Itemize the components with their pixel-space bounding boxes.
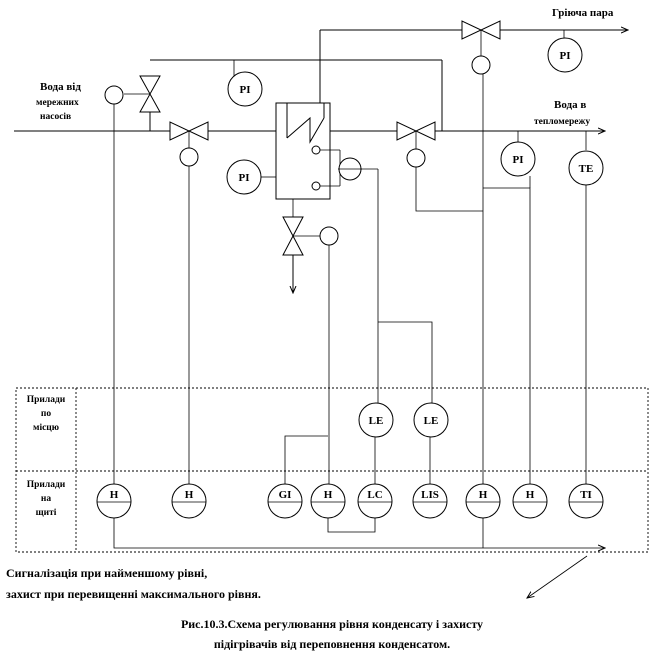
board-row-line3: щиті [35,508,57,518]
level-tap-lower [312,182,320,190]
board-instrument-label: LC [367,489,383,501]
notes [6,566,261,601]
board-instrument-h-2 [172,484,206,518]
steam-actuator [472,56,490,74]
bypass-valve [124,76,160,112]
heating-steam-label: Гріюча пара [552,7,614,19]
board-instrument-label: H [525,489,535,501]
le-instruments [359,403,448,437]
caption-line2: підігрівачів від переповнення конденсатом. [213,637,451,651]
board-frames [16,388,648,552]
board-row-line1: Прилади [26,480,66,490]
board-instrument-label: H [184,489,194,501]
board-instrument-lis-6 [413,484,447,518]
pi-right-label: PI [512,154,524,166]
level-sensor-element [338,158,362,180]
board-instrument-gi-3 [268,484,302,518]
board-instrument-label: H [109,489,119,501]
figure-caption [181,617,483,651]
board-instrument-h-8 [513,484,547,518]
te-label: TE [578,163,594,175]
local-row-line2: по [40,409,52,419]
pi-mid-left-label: PI [238,172,250,184]
pi-top-right-label: PI [559,50,571,62]
drain-valve [283,217,320,293]
le2-label: LE [423,415,439,427]
water-from-line3: насосів [40,112,72,122]
outlet-actuator [407,149,425,167]
water-to-line1: Вода в [554,99,587,111]
le1-label: LE [368,415,384,427]
board-outer-frame [16,388,648,552]
pi-top-left-label: PI [239,84,251,96]
local-row-line1: Прилади [26,395,66,405]
water-from-line2: мережних [36,98,79,108]
board-instrument-label: GI [278,489,292,501]
steam-valve [462,21,500,56]
board-instrument-label: H [478,489,488,501]
drain-actuator [320,227,338,245]
board-instrument-label: TI [580,489,592,501]
row-labels [27,395,66,518]
board-instrument-h-1 [97,484,131,518]
water-to-line2: тепломережу [534,117,591,127]
board-instrument-h-4 [311,484,345,518]
note-line1: Сигналізація при найменшому рівні, [6,566,208,580]
board-instrument-ti-9 [569,484,603,518]
local-row-line3: місцю [32,423,60,433]
caption-line1: Рис.10.3.Схема регулювання рівня конденсату і захисту [180,617,484,631]
board-instrument-label: H [323,489,333,501]
heater [276,103,378,217]
board-instrument-h-7 [466,484,500,518]
inlet-valve [170,122,208,148]
inlet-actuator [180,148,198,166]
board-instrument-label: LIS [421,489,439,501]
board-row-line2: на [40,494,52,504]
level-tap-upper [312,146,320,154]
board-instrument-lc-5 [358,484,392,518]
outlet-valve [397,122,435,149]
note-line2: захист при перевищенні максимального рівня. [6,587,261,601]
water-from-line1: Вода від [40,81,81,93]
bypass-actuator [105,86,123,104]
board-instruments [97,484,603,518]
